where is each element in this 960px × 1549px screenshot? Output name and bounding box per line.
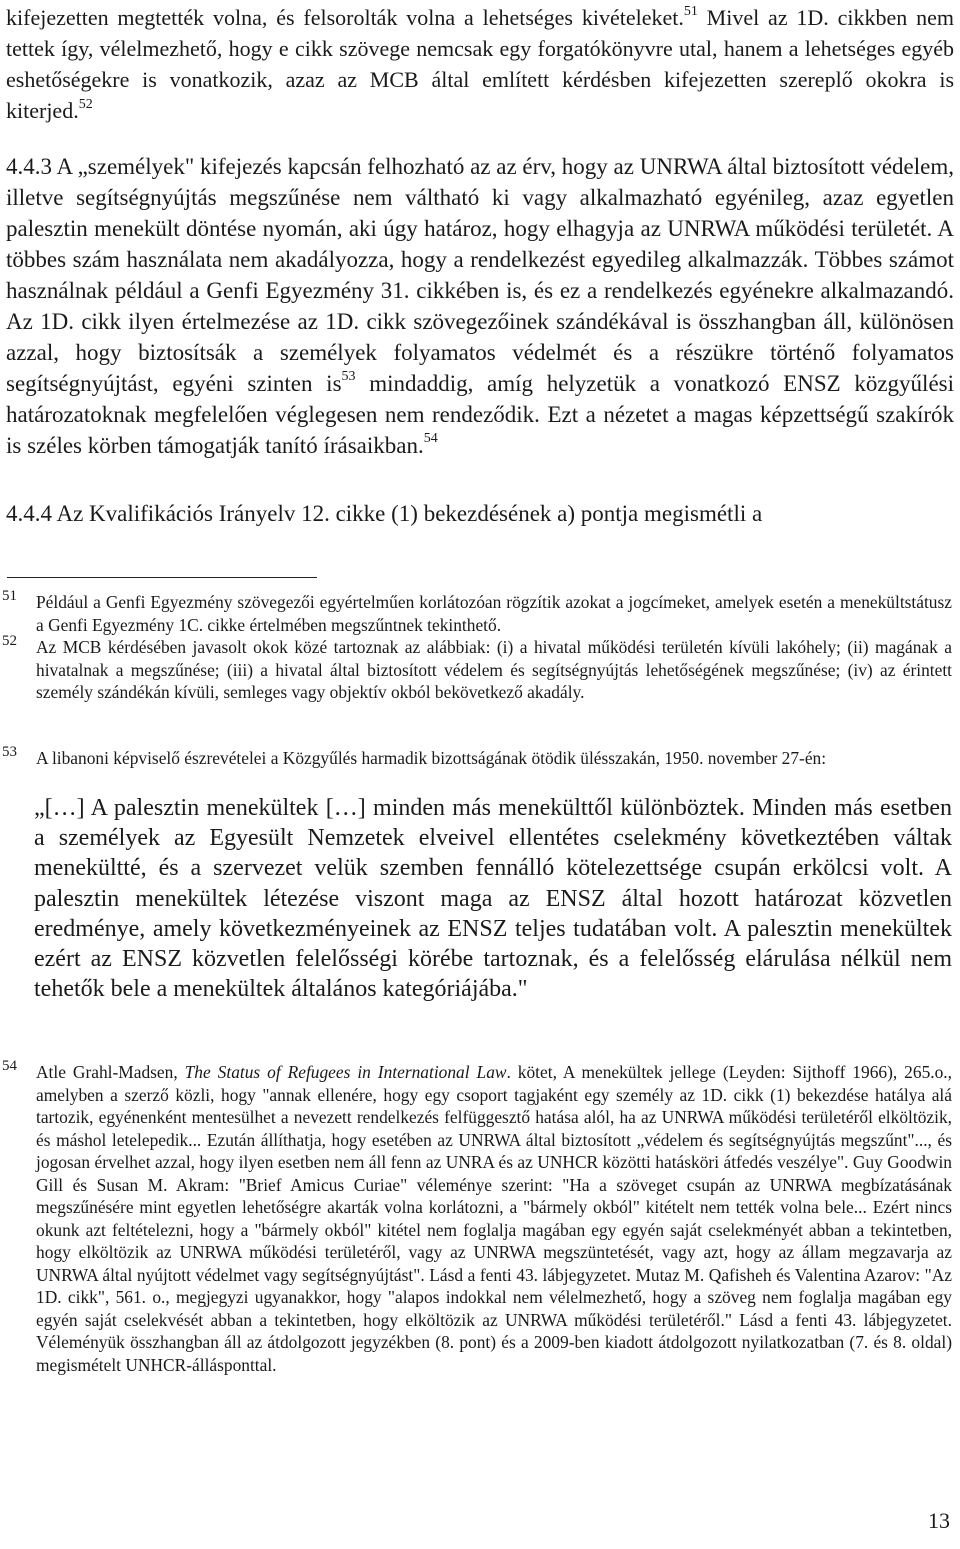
footnote-number: 53 bbox=[2, 744, 17, 760]
page-number: 13 bbox=[928, 1508, 950, 1533]
footnote-text: . kötet, A menekültek jellege (Leyden: Sijthoff 1966), 265.o., amelyben a szerző közli, hogy "annak ellenére, hogy egy csoport tagjaként egy személy az 1D. cikk (1) bekezdése hatálya alá tartozik, egyénenként mentesülhet a nevezett rendelkezés felfüggesztő hatása alól, ha az UNRWA működési területéről elköltözik, és máshol letelepedik... Ezután állíthatja, hogy esetében az UNRWA által biztosított „védelem és segítségnyújtás megszűnt"..., és jogosan érvelhet azzal, hogy ilyen esetben nem áll fenn az UNRA és az UNHCR közötti hatásköri átfedés veszélye". Guy Goodwin Gill és Susan M. Akram: "Brief Amicus Curiae" véleménye szerint: "Ha a szöveget csupán az UNRWA megbízatásának megszűnésére mint egyetlen lehetőségre akarták volna korlátozni, a "bármely okból" kitételt nem tették volna bele... Ezért nincs okunk azt feltételezni, hogy a "bármely okból" kitétel nem foglalja magában egy egyén saját cselekményét abban a tekintetben, hogy elköltözik az UNRWA működési területéről, vagy az UNRWA megszüntetését, vagy azt, hogy az állam megzavarja az UNRWA által nyújtott védelmet vagy segítségnyújtást". Lásd a fenti 43. lábjegyzetet. Mutaz M. Qafisheh és Valentina Azarov: "Az 1D. cikk", 561. o., megjegyzi ugyanakkor, hogy "alapos indokkal nem vélelmezhető, hogy a szöveg nem foglalja magában egy egyén saját cselekvését abban a tekintetben, hogy elköltözik az UNRWA működési területéről." Lásd a fenti 43. lábjegyzetet. Véleményük összhangban áll az átdolgozott jegyzékben (8. pont) és a 2009-ben kiadott átdolgozott nyilatkozatban (7. és 8. oldal) megismételt UNHCR-állásponttal. bbox=[36, 1062, 952, 1375]
paragraph-text: Mivel az 1D. cikkben nem tettek így, vélelmezhető, hogy e cikk szövege nemcsak egy forgatókönyvre utal, hanem a lehetséges egyéb eshetőségekre is vonatkozik, azaz az MCB által említett kérdésben kifejezetten szereplő okokra is kiterjed. bbox=[6, 5, 954, 123]
footnote-text: A libanoni képviselő észrevételei a Közgyűlés harmadik bizottságának ötödik ülésszakán, 1950. november 27-én: bbox=[36, 748, 827, 768]
footnote-54 bbox=[2, 1058, 952, 1376]
paragraph-text: kifejezetten megtették volna, és felsorolták volna a lehetséges kivételeket. bbox=[6, 5, 684, 30]
footnote-52 bbox=[2, 633, 952, 704]
footnote-text: Atle Grahl-Madsen, bbox=[36, 1062, 185, 1082]
paragraph-continuation bbox=[6, 2, 954, 126]
paragraph-text: mindaddig, amíg helyzetük a vonatkozó ENSZ közgyűlési határozatoknak megfelelően véglegesen nem rendeződik. Ezt a nézetet a magas képzettségű szakírók is széles körben támogatják tanító írásaikban. bbox=[6, 371, 954, 458]
paragraph-text: 4.4.3 A „személyek" kifejezés kapcsán felhozható az az érv, hogy az UNRWA által biztosított védelem, illetve segítségnyújtás megszűnése nem váltható ki vagy alkalmazható egyénileg, azaz egyetlen palesztin menekült döntése nyomán, aki úgy határoz, hogy elhagyja az UNRWA működési területét. A többes szám használata nem akadályozza, hogy a rendelkezést egyedileg alkalmazzák. Többes számot használnak például a Genfi Egyezmény 31. cikkében is, és ez a rendelkezés egyénekre alkalmazandó. Az 1D. cikk ilyen értelmezése az 1D. cikk szövegezőinek szándékával is összhangban áll, különösen azzal, hogy biztosítsák a személyek folyamatos védelmét és a részükre történő folyamatos segítségnyújtást, egyéni szinten is bbox=[6, 154, 955, 396]
footnote-ref-53: 53 bbox=[341, 369, 356, 385]
paragraph-4-4-3 bbox=[6, 151, 954, 461]
book-title: The Status of Refugees in International Law bbox=[184, 1062, 507, 1082]
footnote-number: 52 bbox=[2, 633, 17, 649]
footnote-53-quote: „[…] A palesztin menekültek […] minden más menekülttől különböztek. Minden más esetben a személyek az Egyesült Nemzetek elveivel ellentétes cselekmény következtében váltak menekültté, és a szervezet velük szemben fennálló kötelezettsége csupán erkölcsi volt. A palesztin menekültek létezése viszont maga az ENSZ által hozott határozat közvetlen eredménye, amely következményeinek az ENSZ teljes tudatában volt. A palesztin menekültek ezért az ENSZ közvetlen felelősségi körébe tartoznak, és a felelősség elárulása nélkül nem tehetők bele a menekültek általános kategóriájába." bbox=[34, 795, 952, 1003]
footnote-53 bbox=[2, 744, 952, 770]
footnote-number: 54 bbox=[2, 1058, 17, 1074]
footnote-separator bbox=[7, 577, 317, 578]
footnote-ref-54: 54 bbox=[423, 431, 438, 447]
footnote-ref-51: 51 bbox=[683, 3, 698, 19]
footnote-text: Például a Genfi Egyezmény szövegezői egyértelműen korlátozóan rögzítik azokat a jogcímeket, amelyek esetén a menekültstátusz a Genfi Egyezmény 1C. cikke értelmében megszűntnek tekinthető. bbox=[36, 592, 952, 635]
footnote-51 bbox=[2, 588, 952, 636]
footnote-number: 51 bbox=[2, 588, 17, 604]
footnote-text: Az MCB kérdésében javasolt okok közé tartoznak az alábbiak: (i) a hivatal működési területén kívüli lakóhely; (ii) magának a hivatalnak a megszűnése; (iii) a hivatal által biztosított védelem és segítségnyújtás lehetőségének megszűnése; (iv) az érintett személy szándékán kívüli, semleges vagy objektív okból bekövetkező akadály. bbox=[36, 637, 952, 702]
paragraph-4-4-4: 4.4.4 Az Kvalifikációs Irányelv 12. cikke (1) bekezdésének a) pontja megismétli a bbox=[6, 501, 763, 526]
footnote-ref-52: 52 bbox=[78, 96, 93, 112]
